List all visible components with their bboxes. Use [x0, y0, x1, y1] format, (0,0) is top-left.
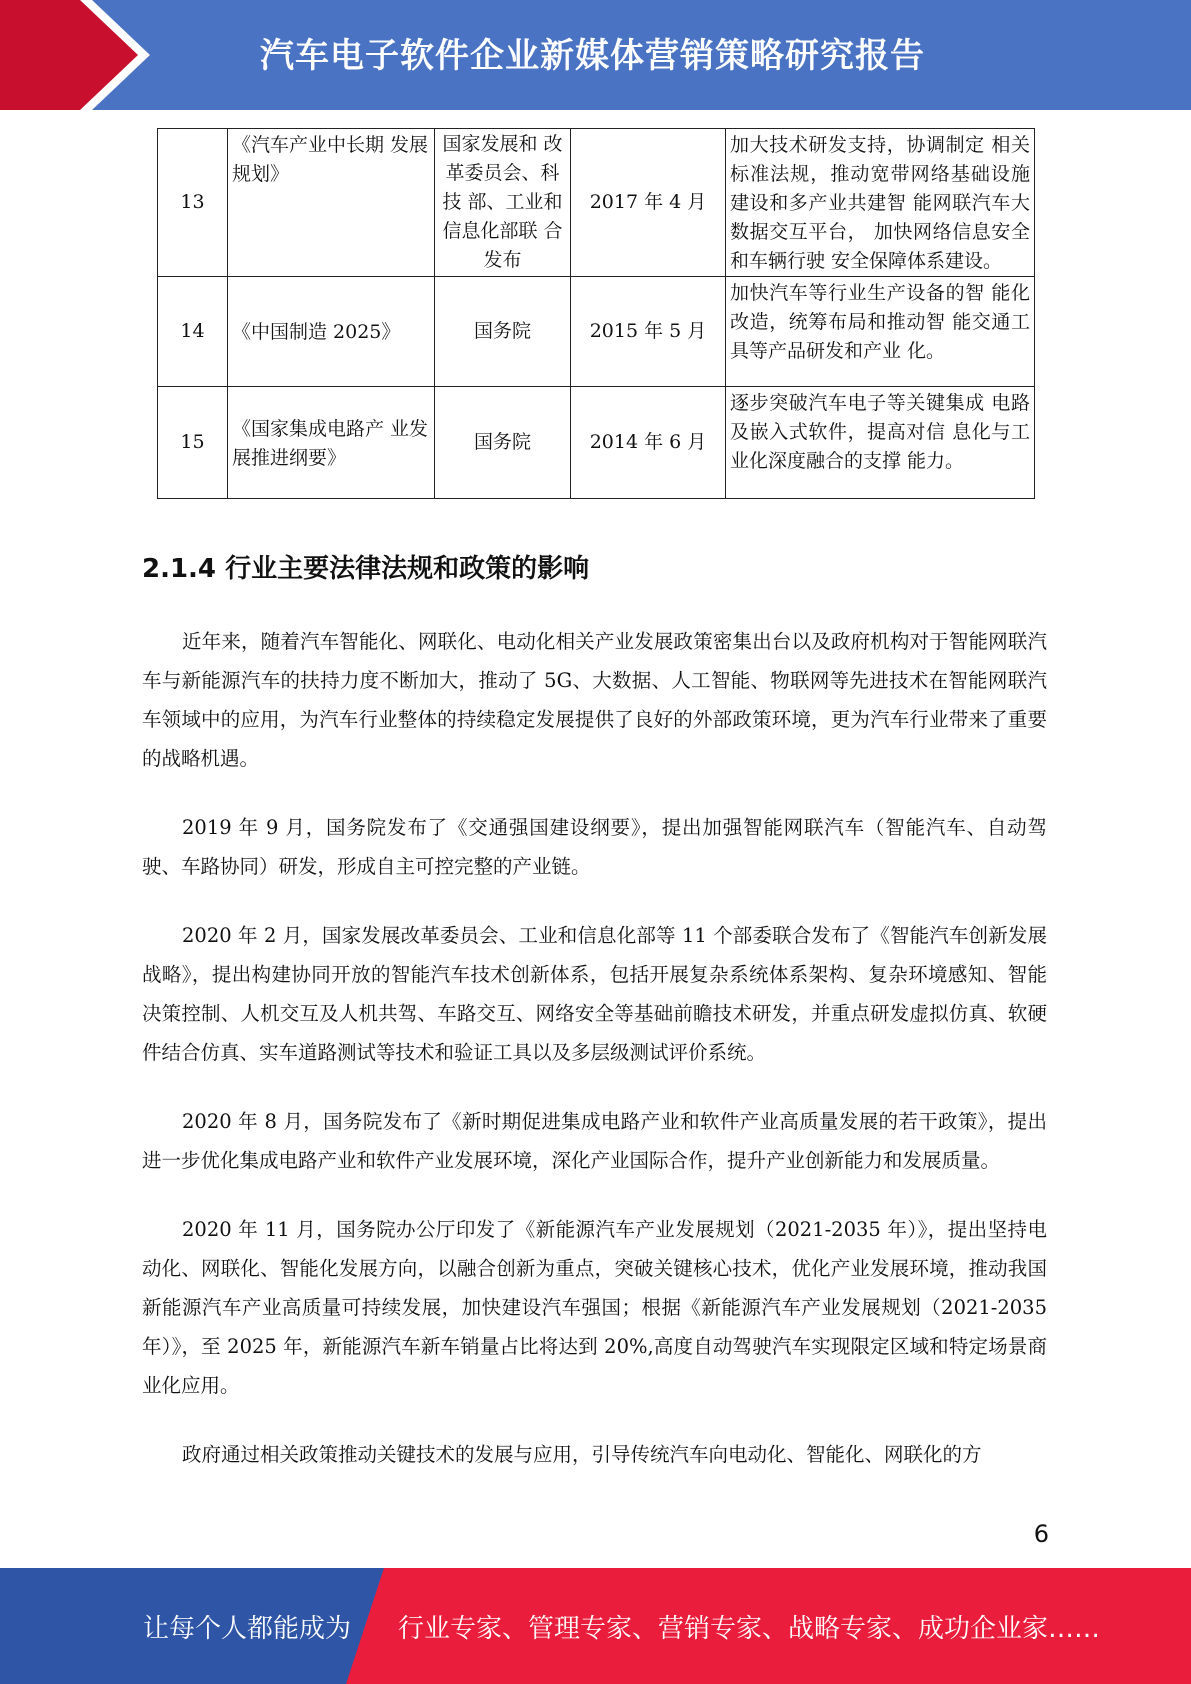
policy-content: 加大技术研发支持，协调制定 相关标准法规，推动宽带网络基础设施建设和多产业共建智 能网联汽车大数据交互平台， 加快网络信息安全和车辆行驶 安全保障体系建设。	[730, 134, 1030, 272]
row-number: 13	[158, 129, 228, 277]
policy-issuer: 国家发展和 改革委员会、科技 部、工业和信息化部联 合发布	[435, 129, 571, 277]
paragraph: 2020 年 8 月，国务院发布了《新时期促进集成电路产业和软件产业高质量发展的若干政策》，提出进一步优化集成电路产业和软件产业发展环境，深化产业国际合作，提升产业创新能力和发展质量。	[142, 1110, 1047, 1172]
report-title: 汽车电子软件企业新媒体营销策略研究报告	[260, 36, 925, 76]
table-row	[158, 129, 1035, 277]
policy-date: 2017 年 4 月	[571, 129, 726, 277]
footer-slogan-right: 行业专家、管理专家、营销专家、战略专家、成功企业家……	[398, 1614, 1101, 1644]
paragraph: 2020 年 11 月，国务院办公厅印发了《新能源汽车产业发展规划（2021-2035 年）》，提出坚持电动化、网联化、智能化发展方向，以融合创新为重点，突破关键核心技术，优化产业发展环境，推动我国新能源汽车产业高质量可持续发展，加快建设汽车强国；根据《新能源汽车产业发展规划（2021-2035 年）》，至 2025 年，新能源汽车新车销量占比将达到 20%,高度自动驾驶汽车实现限定区域和特定场景商业化应用。	[142, 1218, 1047, 1397]
policy-table	[157, 128, 1035, 499]
policy-issuer: 国务院	[435, 277, 571, 387]
paragraph: 政府通过相关政策推动关键技术的发展与应用，引导传统汽车向电动化、智能化、网联化的方	[182, 1443, 982, 1466]
header-red-arrow-icon	[0, 0, 150, 110]
policy-name: 《中国制造 2025》	[228, 277, 435, 387]
page-footer	[0, 1568, 1191, 1684]
section-body	[142, 622, 1047, 1504]
policy-content: 加快汽车等行业生产设备的智 能化改造，统筹布局和推动智 能交通工具等产品研发和产业 化。	[726, 277, 1035, 387]
policy-name: 《汽车产业中长期 发展规划》	[228, 129, 435, 277]
paragraph: 近年来，随着汽车智能化、网联化、电动化相关产业发展政策密集出台以及政府机构对于智能网联汽车与新能源汽车的扶持力度不断加大，推动了 5G、大数据、人工智能、物联网等先进技术在智能网联汽车领域中的应用，为汽车行业整体的持续稳定发展提供了良好的外部政策环境，更为汽车行业带来了重要的战略机遇。	[142, 630, 1047, 770]
policy-date: 2014 年 6 月	[571, 387, 726, 499]
policy-name: 《国家集成电路产 业发展推进纲要》	[228, 387, 435, 499]
policy-content: 逐步突破汽车电子等关键集成 电路及嵌入式软件，提高对信 息化与工业化深度融合的支撑 能力。	[726, 387, 1035, 499]
section-heading: 2.1.4 行业主要法律法规和政策的影响	[142, 554, 590, 584]
footer-slogan-left: 让每个人都能成为	[143, 1614, 352, 1644]
table-row	[158, 277, 1035, 387]
row-number: 14	[158, 277, 228, 387]
page-number: 6	[1033, 1520, 1049, 1548]
paragraph: 2020 年 2 月，国家发展改革委员会、工业和信息化部等 11 个部委联合发布了《智能汽车创新发展战略》，提出构建协同开放的智能汽车技术创新体系，包括开展复杂系统体系架构、复杂环境感知、智能决策控制、人机交互及人机共驾、车路交互、网络安全等基础前瞻技术研发，并重点研发虚拟仿真、软硬件结合仿真、实车道路测试等技术和验证工具以及多层级测试评价系统。	[142, 924, 1047, 1064]
policy-issuer: 国务院	[435, 387, 571, 499]
policy-date: 2015 年 5 月	[571, 277, 726, 387]
table-row	[158, 387, 1035, 499]
page-header	[0, 0, 1191, 110]
row-number: 15	[158, 387, 228, 499]
paragraph: 2019 年 9 月，国务院发布了《交通强国建设纲要》，提出加强智能网联汽车（智能汽车、自动驾驶、车路协同）研发，形成自主可控完整的产业链。	[142, 816, 1047, 878]
